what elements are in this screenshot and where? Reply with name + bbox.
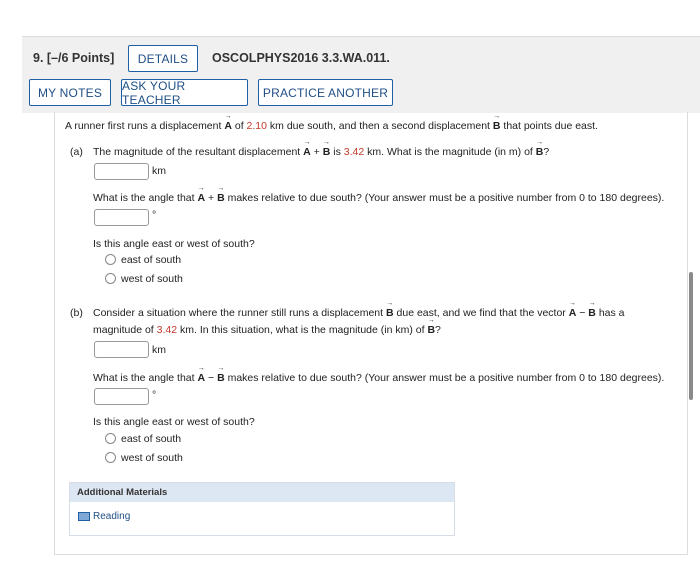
part-a-west-radio[interactable] <box>105 273 116 284</box>
scrollbar[interactable] <box>689 272 693 400</box>
reading-link[interactable] <box>78 511 130 522</box>
part-a-question-3: Is this angle east or west of south? <box>93 238 255 250</box>
part-b-question-1-line-1: Consider a situation where the runner still runs a displacement → B due east, and we find that the vector → A − → B has a <box>93 307 625 319</box>
question-content <box>54 112 688 555</box>
book-icon <box>78 512 90 521</box>
part-a-question-2: What is the angle that → A + → B makes relative to due south? (Your answer must be a positive number from 0 to 180 degrees). <box>93 192 664 204</box>
part-b-west-radio[interactable] <box>105 452 116 463</box>
part-b-question-3: Is this angle east or west of south? <box>93 416 255 428</box>
additional-materials-panel <box>69 482 455 536</box>
part-b-east-radio[interactable] <box>105 433 116 444</box>
problem-statement: A runner first runs a displacement → A of 2.10 km due south, and then a second displacement → B that points due east. <box>65 120 598 132</box>
my-notes-button[interactable]: MY NOTES <box>29 79 111 106</box>
part-a-magnitude-input[interactable] <box>94 163 149 180</box>
part-a-angle-input[interactable] <box>94 209 149 226</box>
details-button[interactable]: DETAILS <box>128 45 198 72</box>
part-b-question-2: What is the angle that → A − → B makes relative to due south? (Your answer must be a positive number from 0 to 180 degrees). <box>93 372 664 384</box>
part-a-unit-km: km <box>152 165 166 177</box>
reading-link-label[interactable]: Reading <box>93 511 131 522</box>
additional-materials-title: Additional Materials <box>70 483 454 502</box>
part-a-east-radio[interactable] <box>105 254 116 265</box>
part-b-label: (b) <box>70 307 83 319</box>
part-b-unit-km: km <box>152 344 166 356</box>
part-a-question-1: The magnitude of the resultant displacement → A + → B is 3.42 km. What is the magnitude (in m) of → B? <box>93 146 549 158</box>
part-b-magnitude-input[interactable] <box>94 341 149 358</box>
part-b-angle-input[interactable] <box>94 388 149 405</box>
course-code: OSCOLPHYS2016 3.3.WA.011. <box>212 51 390 65</box>
question-title: 9. [–/6 Points] <box>33 51 115 65</box>
question-header <box>22 36 700 113</box>
practice-another-button[interactable]: PRACTICE ANOTHER <box>258 79 393 106</box>
part-a-unit-degree: ° <box>152 209 157 221</box>
part-b-unit-degree: ° <box>152 389 157 401</box>
part-a-label: (a) <box>70 146 83 158</box>
part-b-west-label[interactable]: west of south <box>121 452 183 464</box>
ask-teacher-button[interactable]: ASK YOUR TEACHER <box>121 79 248 106</box>
part-a-west-label[interactable]: west of south <box>121 273 183 285</box>
part-b-east-label[interactable]: east of south <box>121 433 182 445</box>
part-a-east-label[interactable]: east of south <box>121 254 182 266</box>
part-b-question-1-line-2: magnitude of 3.42 km. In this situation, what is the magnitude (in km) of → B? <box>93 324 441 336</box>
